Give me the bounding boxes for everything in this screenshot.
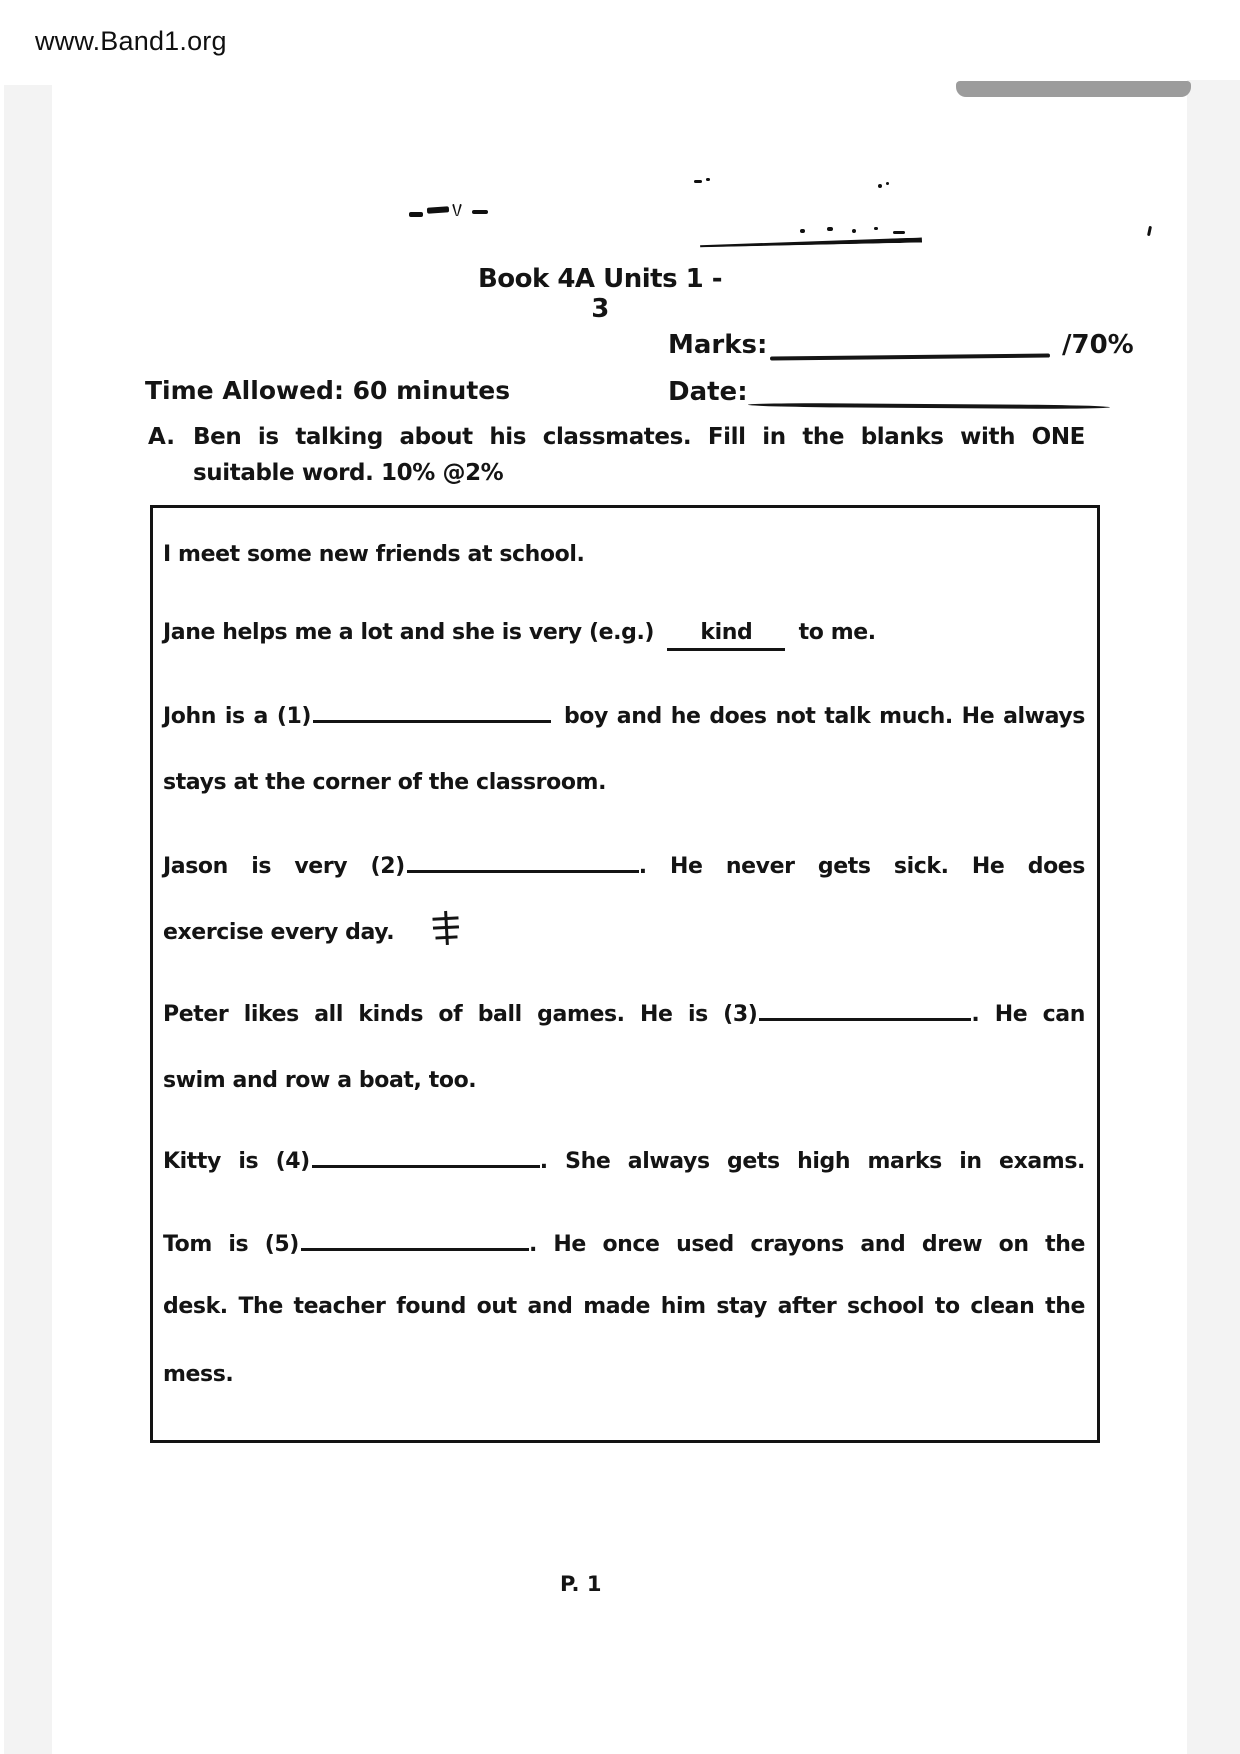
watermark-url: www.Band1.org <box>35 26 227 56</box>
date-label: Date: <box>668 377 748 407</box>
time-allowed: Time Allowed: 60 minutes <box>145 376 511 405</box>
marks-total: /70% <box>1062 330 1134 360</box>
passage-text: Tom is (5) <box>163 1232 299 1257</box>
scanner-bar-artifact <box>956 81 1191 97</box>
passage-line <box>163 1292 1085 1322</box>
scan-gutter-right <box>1187 80 1240 1754</box>
passage-text: John is a (1) <box>163 704 312 729</box>
passage-text: Peter likes all kinds of ball games. He is (3) <box>163 1002 758 1027</box>
handwritten-cjk-mark <box>432 910 460 945</box>
date-blank-line <box>748 403 1110 410</box>
passage-text: . She always gets high marks in exams. <box>539 1149 1085 1174</box>
ink-smudge <box>427 206 449 214</box>
ink-speck <box>886 182 889 185</box>
passage-line <box>163 1066 1085 1096</box>
page-number: P. 1 <box>560 1572 602 1596</box>
ink-speck <box>706 178 710 181</box>
ink-dot <box>800 229 805 233</box>
fill-blank-4 <box>312 1145 540 1168</box>
passage-line <box>163 850 1085 882</box>
passage-text: mess. <box>163 1362 234 1387</box>
passage-text: Kitty is (4) <box>163 1149 310 1174</box>
fill-blank-2 <box>407 850 639 873</box>
ink-smudge <box>472 210 488 214</box>
passage-text: swim and row a boat, too. <box>163 1068 477 1093</box>
ink-tick <box>1147 226 1152 236</box>
ink-smudge <box>452 204 462 216</box>
passage-text: boy and he does not talk much. He always <box>563 704 1085 729</box>
passage-text: . He never gets sick. He does <box>638 854 1085 879</box>
ink-dash <box>893 231 905 234</box>
marks-label: Marks: <box>668 330 768 360</box>
passage-line <box>163 540 1085 570</box>
section-instruction-line1: Ben is talking about his classmates. Fill in the blanks with ONE <box>193 424 1085 450</box>
ink-smudge <box>409 212 423 217</box>
passage-line <box>163 918 1085 948</box>
fill-blank-1 <box>313 700 551 723</box>
passage-text: I meet some new friends at school. <box>163 542 585 567</box>
scan-gutter-left <box>4 85 52 1754</box>
ink-speck <box>694 180 702 183</box>
ink-dot <box>827 227 833 231</box>
ink-dot <box>852 229 856 233</box>
passage-line <box>163 700 1085 732</box>
ink-swoosh-line <box>700 237 922 247</box>
fill-blank-3 <box>759 998 971 1021</box>
example-answer-blank: kind <box>667 618 785 651</box>
passage-text: exercise every day. <box>163 920 395 945</box>
passage-line <box>163 618 1085 651</box>
passage-text: desk. The teacher found out and made him stay after school to clean the <box>163 1294 1085 1319</box>
passage-line <box>163 768 1085 798</box>
passage-text: Jane helps me a lot and she is very (e.g.) <box>163 620 655 645</box>
fill-blank-5 <box>301 1228 529 1251</box>
passage-text: . He once used crayons and drew on the <box>528 1232 1085 1257</box>
passage-line <box>163 1228 1085 1260</box>
passage-text: stays at the corner of the classroom. <box>163 770 607 795</box>
passage-text: to me. <box>798 620 876 645</box>
ink-speck <box>878 184 882 188</box>
marks-blank-line <box>770 354 1050 361</box>
section-label: A. <box>148 424 175 450</box>
passage-line <box>163 1360 1085 1390</box>
section-instruction-line2: suitable word. 10% @2% <box>193 460 504 486</box>
ink-dot <box>874 227 878 230</box>
page-title: Book 4A Units 1 - 3 <box>477 264 723 324</box>
passage-line <box>163 1145 1085 1177</box>
passage-text: . He can <box>971 1002 1086 1027</box>
passage-text: Jason is very (2) <box>163 854 405 879</box>
passage-line <box>163 998 1085 1030</box>
